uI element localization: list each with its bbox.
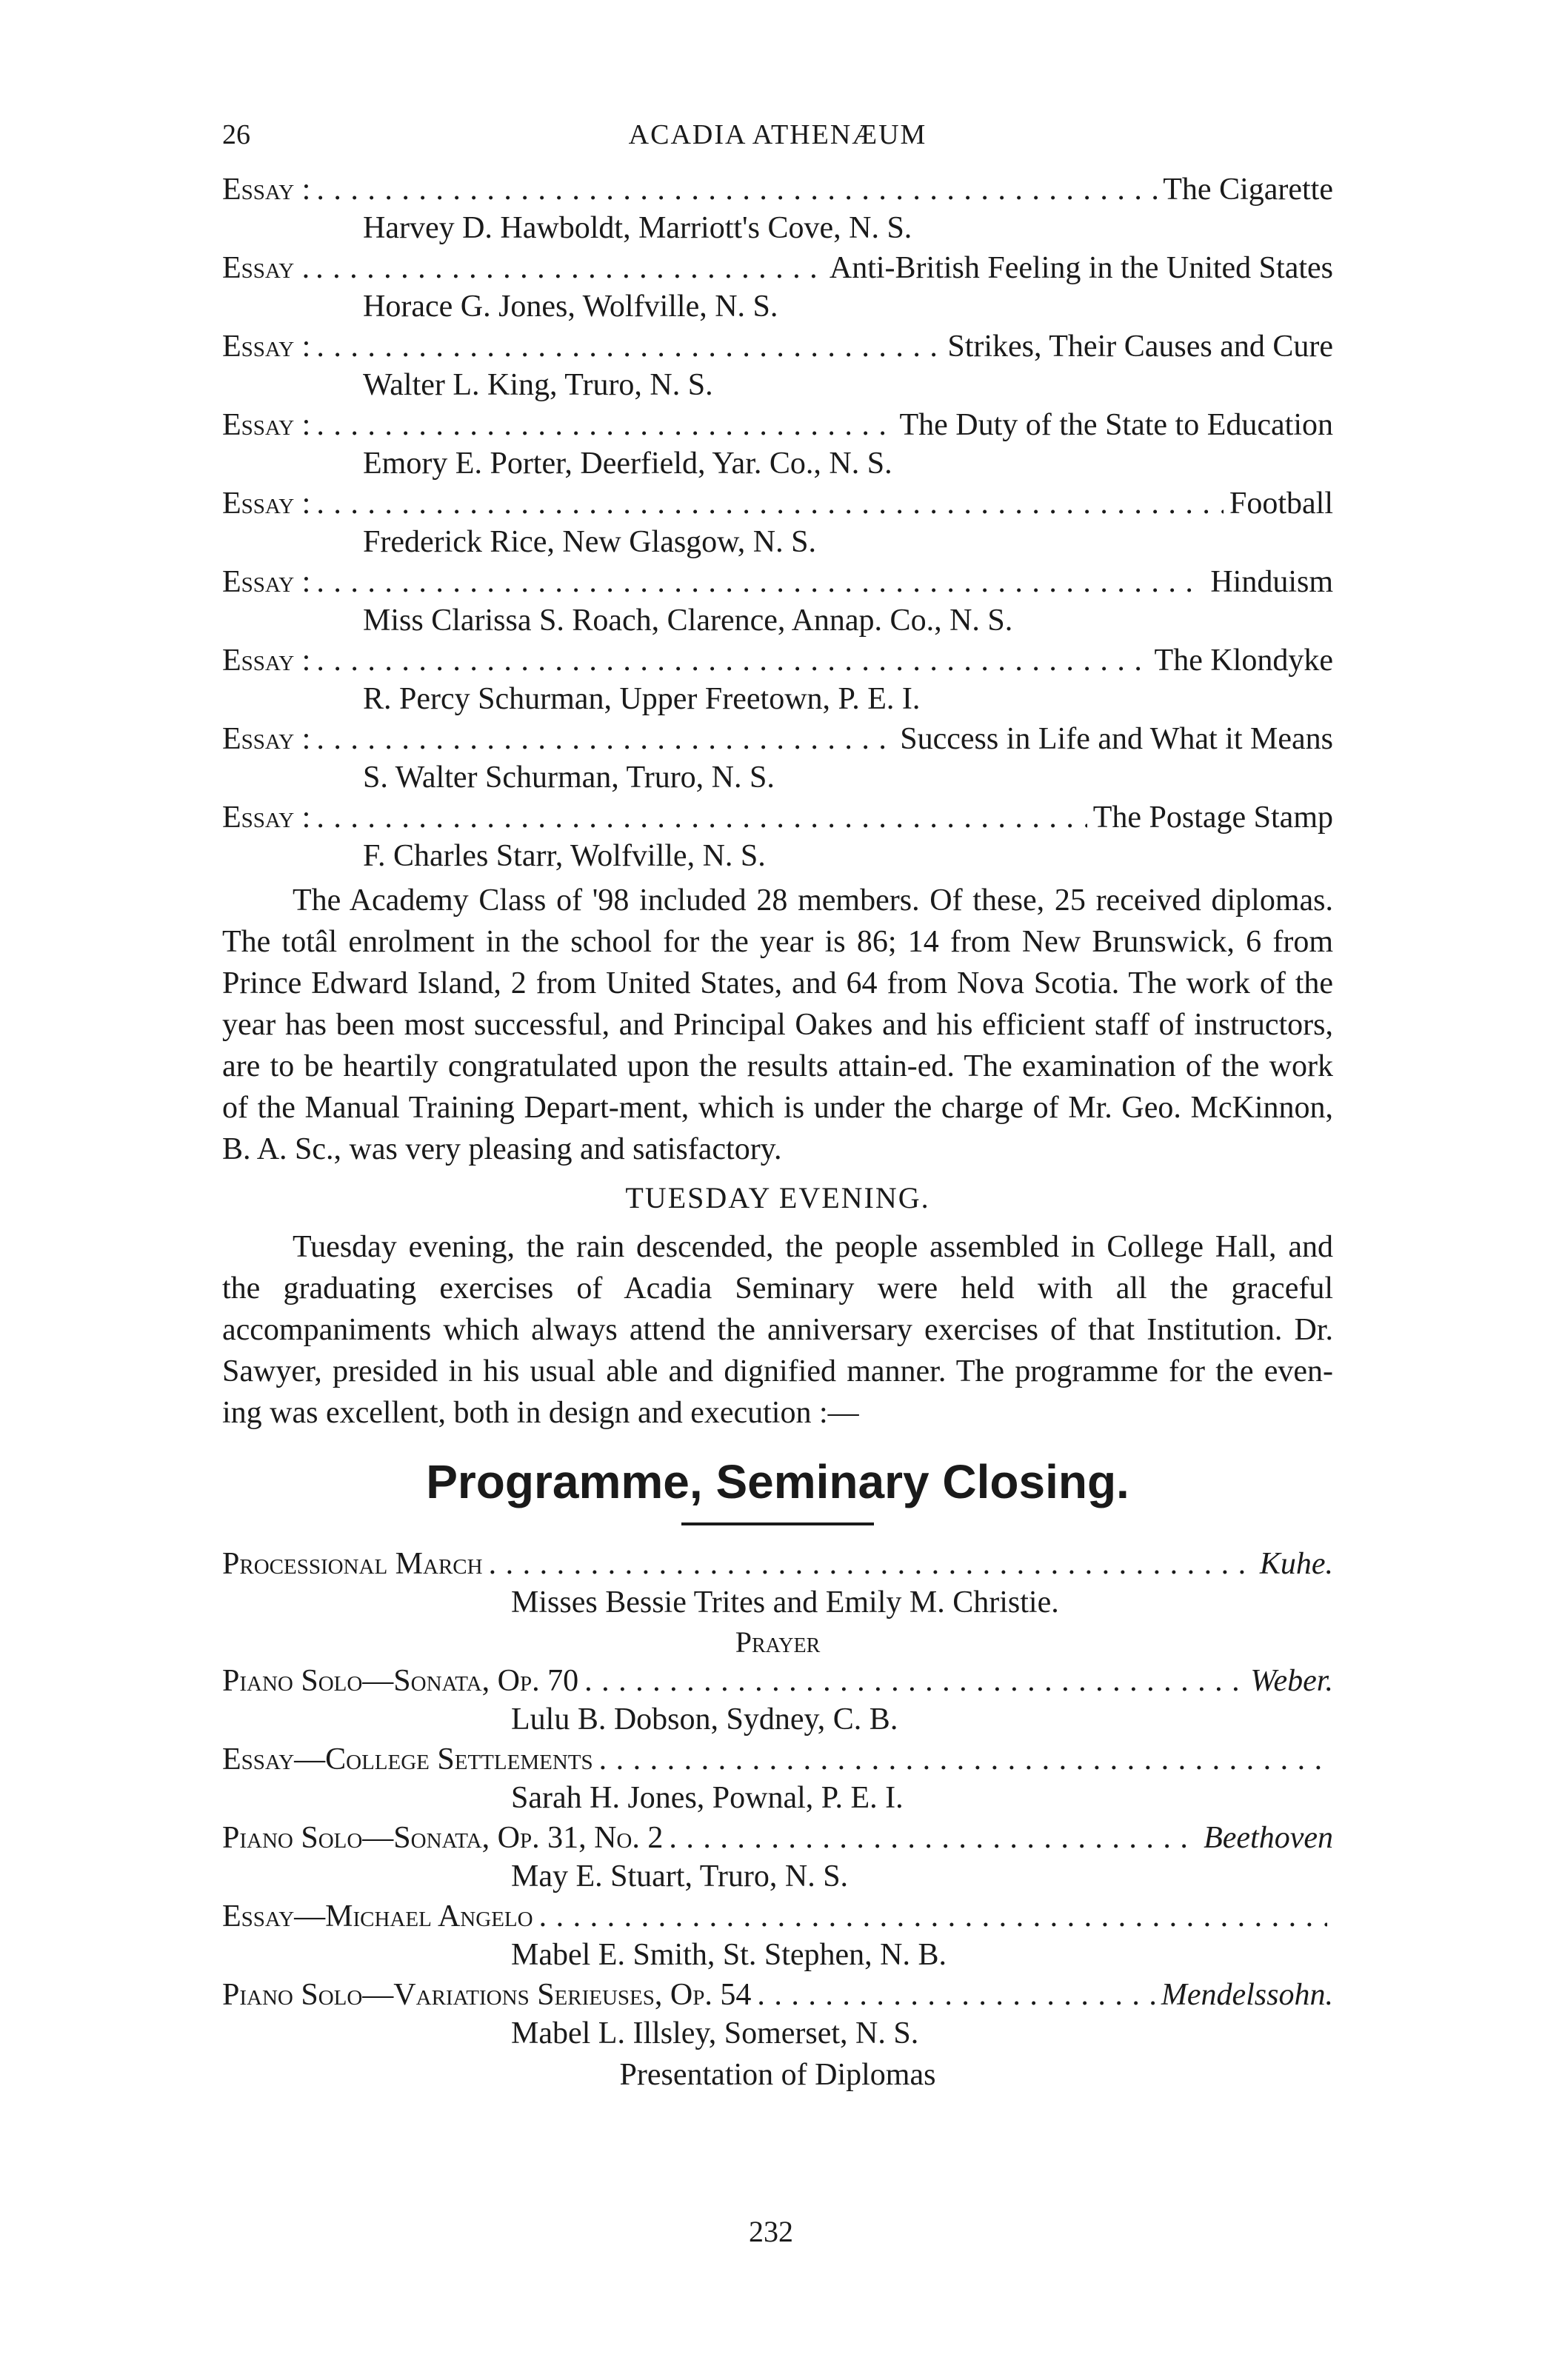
performer: Misses Bessie Trites and Emily M. Christie. — [511, 1585, 1059, 1619]
programme-label: Piano Solo—Sonata, Op. 70 — [222, 1664, 579, 1698]
page-number: 26 — [222, 119, 250, 150]
essay-author: Miss Clarissa S. Roach, Clarence, Annap. Co., N. S. — [363, 604, 1013, 638]
programme-label: Processional March — [222, 1547, 483, 1581]
essay-label: Essay : — [222, 644, 311, 678]
composer: Beethoven — [1204, 1821, 1333, 1855]
essay-title: The Cigarette — [1163, 173, 1333, 207]
performer: Sarah H. Jones, Pownal, P. E. I. — [511, 1781, 904, 1815]
dot-leader — [316, 641, 1148, 680]
performer: May E. Stuart, Truro, N. S. — [511, 1859, 849, 1893]
page-header — [222, 111, 1333, 170]
essay-label: Essay : — [222, 487, 311, 521]
essay-label: Essay : — [222, 800, 311, 835]
dot-leader — [584, 1662, 1244, 1700]
essay-entry — [222, 170, 1333, 247]
programme-list — [222, 1545, 1333, 2096]
section-heading: TUESDAY EVENING. — [625, 1181, 930, 1214]
academy-paragraph: The Academy Class of '98 included 28 members. Of these, 25 received diplomas. The totâl enrolment in the school for the year is 86; 14 from New Brunswick, 6 from Prince Edward Island, 2 from United States, and 64 from Nova Scotia. The work of the year has been most successful, and Principal Oakes and his efficient staff of instructors, are to be heartily congratulated upon the results attain-ed. The examination of the work of the Manual Training Depart-ment, which is under the charge of Mr. Geo. McKinnon, B. A. Sc., was very pleasing and satisfactory. — [222, 883, 1333, 1166]
programme-label: Piano Solo—Variations Serieuses, Op. 54 — [222, 1978, 752, 2012]
essay-author: R. Percy Schurman, Upper Freetown, P. E. I. — [363, 682, 921, 716]
essay-entry — [222, 641, 1333, 718]
composer: Mendelssohn. — [1161, 1978, 1333, 2012]
essay-author: Frederick Rice, New Glasgow, N. S. — [363, 525, 816, 559]
dot-leader — [316, 720, 894, 758]
composer: Kuhe. — [1259, 1547, 1333, 1581]
performer: Mabel L. Illsley, Somerset, N. S. — [511, 2016, 919, 2050]
essay-entry — [222, 249, 1333, 326]
essay-author: S. Walter Schurman, Truro, N. S. — [363, 761, 775, 795]
title-rule — [681, 1522, 874, 1525]
programme-item — [222, 1897, 1333, 1974]
essay-label: Essay : — [222, 330, 311, 364]
programme-item — [222, 1662, 1333, 1739]
document-page — [222, 111, 1333, 2096]
essay-author: Emory E. Porter, Deerfield, Yar. Co., N. S. — [363, 447, 892, 481]
essay-label: Essay : — [222, 173, 311, 207]
essay-title: The Klondyke — [1154, 644, 1333, 678]
dot-leader — [316, 563, 1204, 601]
essay-entry — [222, 563, 1333, 640]
essay-author: Horace G. Jones, Wolfville, N. S. — [363, 290, 778, 324]
dot-leader — [316, 327, 941, 366]
essay-title: Anti-British Feeling in the United States — [829, 251, 1333, 285]
essay-entry — [222, 798, 1333, 875]
essay-list — [222, 170, 1333, 875]
essay-label: Essay : — [222, 408, 311, 442]
tuesday-paragraph: Tuesday evening, the rain descended, the people assembled in College Hall, and the graduating exercises of Acadia Seminary were held with all the graceful accompaniments which always attend the anniversary exercises of that Institution. Dr. Sawyer, presided in his usual able and dignified manner. The programme for the even-ing was excellent, both in design and execution :— — [222, 1230, 1333, 1430]
running-head: ACADIA ATHENÆUM — [628, 119, 927, 150]
essay-author: F. Charles Starr, Wolfville, N. S. — [363, 839, 766, 873]
essay-entry — [222, 406, 1333, 483]
dot-leader — [539, 1897, 1327, 1936]
performer: Lulu B. Dobson, Sydney, C. B. — [511, 1702, 898, 1736]
dot-leader — [599, 1740, 1327, 1779]
folio-number: 232 — [749, 2215, 793, 2248]
dot-leader — [316, 484, 1224, 523]
dot-leader — [316, 406, 893, 444]
essay-author: Walter L. King, Truro, N. S. — [363, 368, 713, 402]
dot-leader — [757, 1976, 1155, 2014]
programme-item — [222, 1740, 1333, 1817]
prayer-label: Prayer — [735, 1625, 821, 1659]
dot-leader — [316, 249, 824, 287]
closing-line: Presentation of Diplomas — [619, 2058, 936, 2092]
essay-label: Essay . — [222, 251, 310, 285]
dot-leader — [669, 1819, 1198, 1857]
programme-label: Essay—Michael Angelo — [222, 1899, 533, 1933]
essay-label: Essay : — [222, 565, 311, 599]
dot-leader — [316, 170, 1157, 209]
dot-leader — [316, 798, 1087, 837]
essay-label: Essay : — [222, 722, 311, 756]
essay-entry — [222, 484, 1333, 561]
programme-item — [222, 1976, 1333, 2053]
performer: Mabel E. Smith, St. Stephen, N. B. — [511, 1938, 947, 1972]
dot-leader — [489, 1545, 1254, 1583]
essay-title: Hinduism — [1210, 565, 1333, 599]
programme-item — [222, 1819, 1333, 1896]
programme-label: Essay—College Settlements — [222, 1742, 593, 1776]
essay-title: The Postage Stamp — [1092, 800, 1333, 835]
programme-label: Piano Solo—Sonata, Op. 31, No. 2 — [222, 1821, 664, 1855]
essay-title: Strikes, Their Causes and Cure — [947, 330, 1333, 364]
programme-item — [222, 1545, 1333, 1622]
essay-title: The Duty of the State to Education — [899, 408, 1333, 442]
essay-title: Success in Life and What it Means — [900, 722, 1333, 756]
essay-entry — [222, 720, 1333, 797]
programme-title: Programme, Seminary Closing. — [426, 1455, 1129, 1508]
essay-title: Football — [1229, 487, 1333, 521]
composer: Weber. — [1250, 1664, 1333, 1698]
essay-entry — [222, 327, 1333, 404]
essay-author: Harvey D. Hawboldt, Marriott's Cove, N. S. — [363, 211, 912, 245]
